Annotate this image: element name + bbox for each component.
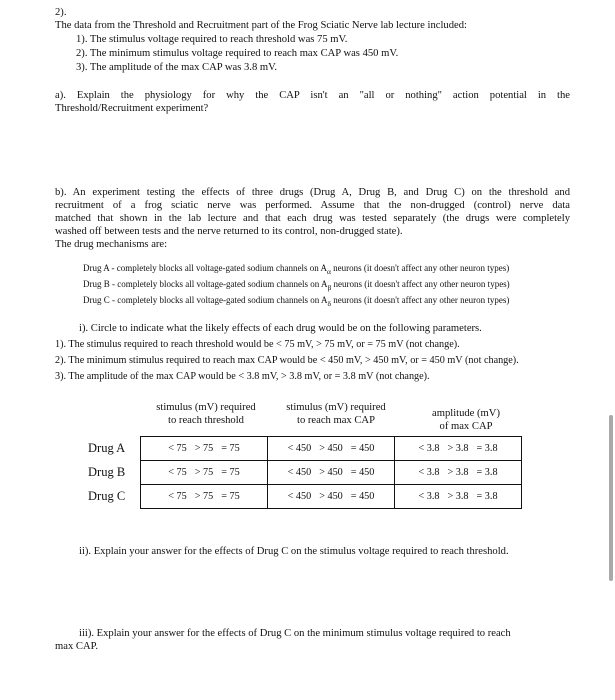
column-header-amplitude: amplitude (mV) of max CAP [432,408,500,432]
table-row [88,461,522,485]
mechanism-drug-b: Drug B - completely blocks all voltage-gated sodium channels on $A_\beta$ neurons (it doesn't affect any other neuron types) [83,279,510,292]
table-row [88,485,522,509]
parameter-item: 2). The minimum stimulus required to reach max CAP would be < 450 mV, > 450 mV, or = 450 mV (not change). [55,355,519,366]
question-b-line: washed off between tests and the nerve returned to its control, non-drugged state). [55,226,403,237]
fact-item: 1). The stimulus voltage required to reach threshold was 75 mV. [76,34,348,45]
mechanisms-heading: The drug mechanisms are: [55,239,168,250]
amplitude-options[interactable]: < 3.8 > 3.8 = 3.8 [395,485,522,509]
scrollbar-thumb[interactable] [609,415,613,581]
row-label: Drug C [88,489,126,503]
table-row [88,437,522,461]
question-a [55,89,570,115]
question-iii-line: max CAP. [55,641,98,652]
mechanism-drug-c: Drug C - completely blocks all voltage-gated sodium channels on $A_\delta$ neurons (it doesn't affect any other neuron types) [83,295,510,308]
question-iii-line: iii). Explain your answer for the effects of Drug C on the minimum stimulus voltage required to reach [79,628,511,639]
question-ii: ii). Explain your answer for the effects of Drug C on the stimulus voltage required to reach threshold. [79,546,509,557]
question-i: i). Circle to indicate what the likely effects of each drug would be on the following parameters. [79,323,482,334]
threshold-options[interactable]: < 75 > 75 = 75 [141,485,268,509]
question-b-line: b). An experiment testing the effects of three drugs (Drug A, Drug B, and Drug C) on the threshold and [55,187,570,198]
max-cap-options[interactable]: < 450 > 450 = 450 [268,485,395,509]
question-iii [55,627,570,653]
question-b-line: recruitment of a frog sciatic nerve was performed. Assume that the non-drugged (control) nerve data [55,200,570,211]
row-label: Drug A [88,441,126,455]
max-cap-options[interactable]: < 450 > 450 = 450 [268,461,395,485]
max-cap-options[interactable]: < 450 > 450 = 450 [268,437,395,461]
fact-item: 2). The minimum stimulus voltage required to reach max CAP was 450 mV. [76,48,399,59]
row-label: Drug B [88,465,126,479]
question-b [55,186,570,251]
amplitude-options[interactable]: < 3.8 > 3.8 = 3.8 [395,437,522,461]
threshold-options[interactable]: < 75 > 75 = 75 [141,437,268,461]
mechanism-drug-a: Drug A - completely blocks all voltage-gated sodium channels on $A_\alpha$ neurons (it doesn't affect any other neuron types) [83,263,510,276]
question-b-line: matched that shown in the lab lecture and that each drug was tested separately (the drugs were completely [55,213,570,224]
intro-text: The data from the Threshold and Recruitment part of the Frog Sciatic Nerve lab lecture included: [55,20,467,31]
parameter-item: 3). The amplitude of the max CAP would be < 3.8 mV, > 3.8 mV, or = 3.8 mV (not change). [55,371,430,382]
parameter-item: 1). The stimulus required to reach threshold would be < 75 mV, > 75 mV, or = 75 mV (not change). [55,339,460,350]
question-a-line: a). Explain the physiology for why the CAP isn't an "all or nothing" action potential in the [55,90,570,101]
column-header-max-cap: stimulus (mV) required to reach max CAP [286,402,386,426]
question-number: 2). [55,7,67,18]
column-header-threshold: stimulus (mV) required to reach threshold [156,402,256,426]
threshold-options[interactable]: < 75 > 75 = 75 [141,461,268,485]
amplitude-options[interactable]: < 3.8 > 3.8 = 3.8 [395,461,522,485]
question-a-line: Threshold/Recruitment experiment? [55,103,209,114]
fact-item: 3). The amplitude of the max CAP was 3.8 mV. [76,62,278,73]
effects-table [88,436,522,509]
